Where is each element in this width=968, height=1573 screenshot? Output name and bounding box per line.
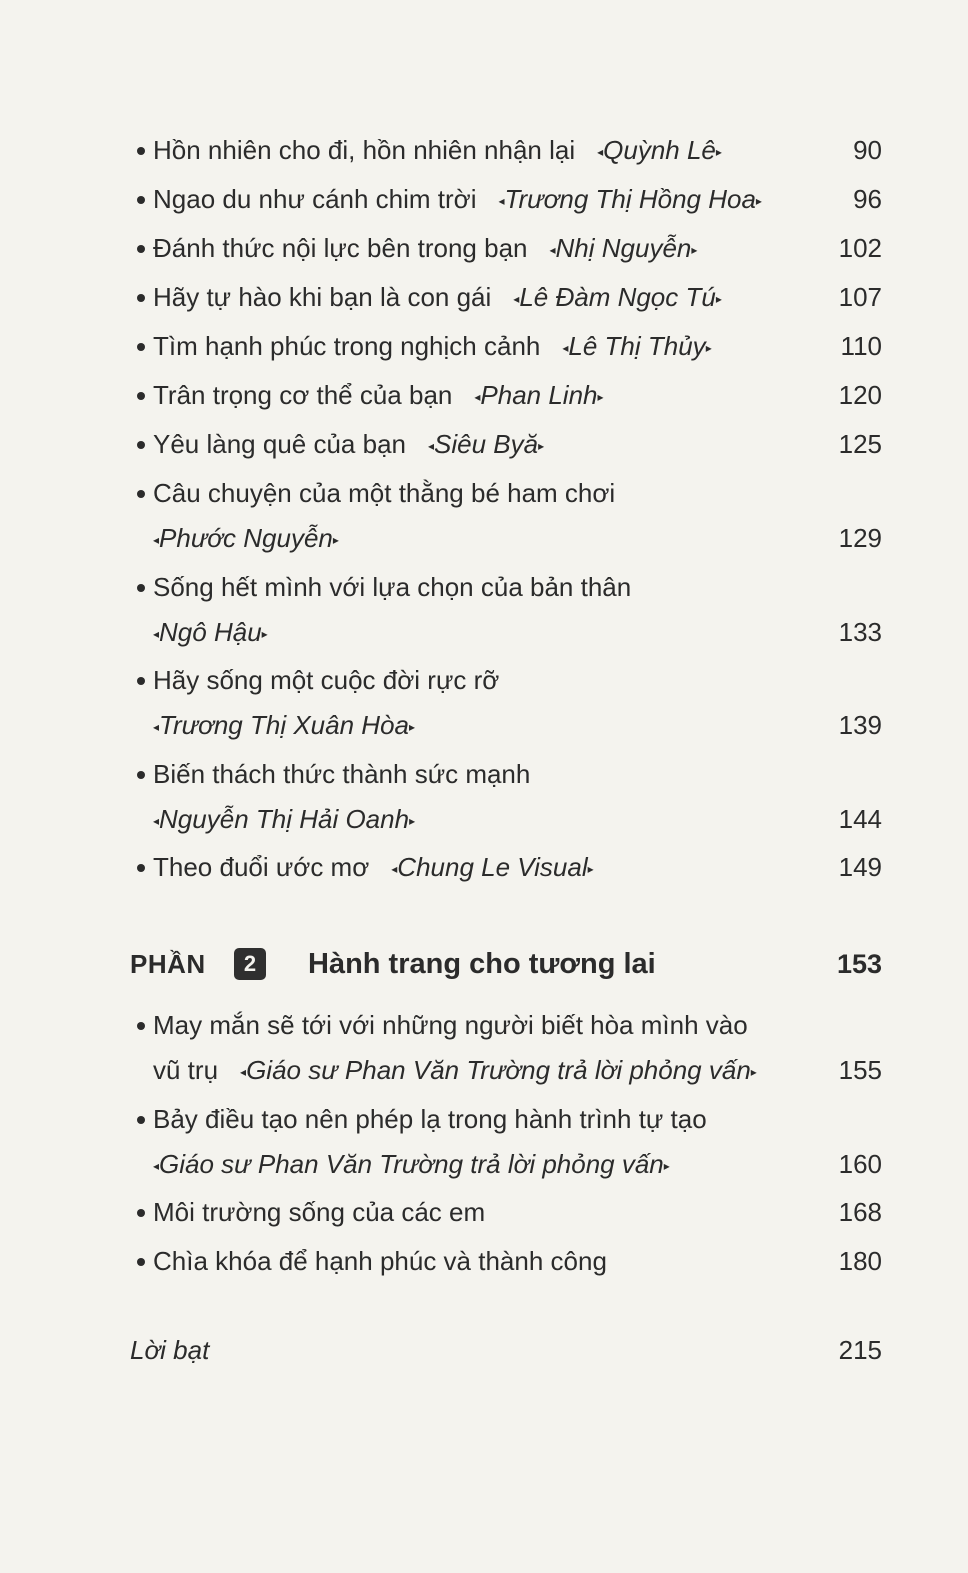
entry-page-number: 107 (838, 282, 882, 312)
entry-page-number: 155 (838, 1055, 882, 1085)
toc-entry-title-line (130, 475, 882, 511)
entry-page-number: 160 (838, 1149, 882, 1179)
entry-title: Sống hết mình với lựa chọn của bản thân (153, 572, 632, 602)
toc-entry (130, 1194, 882, 1230)
toc-entry-author-line (130, 801, 882, 837)
toc-entry-title-line (130, 569, 882, 605)
entry-page-number: 125 (838, 429, 882, 459)
toc-entry-title-line (130, 756, 882, 792)
entry-page-number: 90 (853, 135, 882, 165)
entry-title: Hồn nhiên cho đi, hồn nhiên nhận lại (153, 135, 576, 165)
entry-page-number: 180 (838, 1246, 882, 1276)
bullet (130, 377, 152, 413)
bullet (130, 1194, 152, 1230)
entry-author: ◂Phan Linh▸ (474, 380, 604, 410)
part-heading (130, 944, 882, 984)
bullet (130, 181, 152, 217)
entry-author: ◂Chung Le Visual▸ (391, 852, 594, 882)
entry-page-number: 110 (840, 331, 882, 361)
bullet (130, 756, 152, 792)
entry-author: ◂Trương Thị Hồng Hoa▸ (498, 184, 762, 214)
toc-entry (130, 1243, 882, 1279)
entry-title: Chìa khóa để hạnh phúc và thành công (153, 1246, 607, 1276)
entry-author: ◂Giáo sư Phan Văn Trường trả lời phỏng vấn▸ (153, 1149, 670, 1179)
entry-title: Yêu làng quê của bạn (153, 429, 406, 459)
bullet (130, 569, 152, 605)
bullet (130, 1007, 152, 1043)
toc-entry-title-line (130, 1007, 882, 1043)
entry-author: ◂Ngô Hậu▸ (153, 617, 268, 647)
entry-page-number: 144 (838, 804, 882, 834)
entry-title: May mắn sẽ tới với những người biết hòa mình vào (153, 1010, 748, 1040)
toc-entry (130, 426, 882, 462)
bullet (130, 426, 152, 462)
entry-page-number: 120 (838, 380, 882, 410)
entry-author: ◂Nguyễn Thị Hải Oanh▸ (153, 804, 416, 834)
entry-title: Theo đuổi ước mơ (153, 852, 370, 882)
toc-entry (130, 132, 882, 168)
entry-title: Biến thách thức thành sức mạnh (153, 759, 531, 789)
toc-entry (130, 230, 882, 266)
entry-author: ◂Nhị Nguyễn▸ (549, 233, 698, 263)
toc-entry (130, 849, 882, 885)
toc-entry-author-line (130, 614, 882, 650)
entry-title: Trân trọng cơ thể của bạn (153, 380, 453, 410)
bullet (130, 662, 152, 698)
part-label: PHẦN (130, 949, 206, 979)
entry-page-number: 133 (838, 617, 882, 647)
entry-page-number: 102 (838, 233, 882, 263)
toc-entry (130, 377, 882, 413)
toc-entry-title-line (130, 1101, 882, 1137)
entry-author: ◂Lê Đàm Ngọc Tú▸ (513, 282, 722, 312)
entry-title: Ngao du như cánh chim trời (153, 184, 477, 214)
entry-author: ◂Lê Thị Thủy▸ (562, 331, 712, 361)
afterword-label: Lời bạt (130, 1335, 210, 1365)
toc-entry (130, 279, 882, 315)
toc-entry-author-line (130, 520, 882, 556)
entry-page-number: 149 (838, 852, 882, 882)
bullet (130, 279, 152, 315)
entry-title: Môi trường sống của các em (153, 1197, 486, 1227)
entry-title: Hãy sống một cuộc đời rực rỡ (153, 665, 500, 695)
entry-author: ◂Trương Thị Xuân Hòa▸ (153, 710, 415, 740)
entry-title: Tìm hạnh phúc trong nghịch cảnh (153, 331, 541, 361)
entry-title: Đánh thức nội lực bên trong bạn (153, 233, 528, 263)
bullet (130, 475, 152, 511)
part-page-number: 153 (836, 949, 882, 979)
entry-author: ◂Quỳnh Lê▸ (597, 135, 722, 165)
afterword-entry (130, 1332, 882, 1368)
bullet (130, 230, 152, 266)
bullet (130, 328, 152, 364)
bullet (130, 132, 152, 168)
toc-entry (130, 328, 882, 364)
bullet (130, 849, 152, 885)
entry-page-number: 139 (838, 710, 882, 740)
entry-title: Bảy điều tạo nên phép lạ trong hành trình tự tạo (153, 1104, 707, 1134)
afterword-page-number: 215 (838, 1335, 882, 1365)
entry-page-number: 129 (838, 523, 882, 553)
entry-title-continued: vũ trụ (153, 1055, 219, 1085)
toc-entry-author-line (130, 1052, 882, 1088)
toc-entry (130, 181, 882, 217)
part-number-badge: 2 (234, 948, 266, 980)
entry-page-number: 96 (853, 184, 882, 214)
entry-author: ◂Giáo sư Phan Văn Trường trả lời phỏng vấn▸ (240, 1055, 757, 1085)
part-title: Hành trang cho tương lai (308, 948, 656, 980)
entry-page-number: 168 (838, 1197, 882, 1227)
toc-entry-author-line (130, 1146, 882, 1182)
bullet (130, 1101, 152, 1137)
toc-entry-title-line (130, 662, 882, 698)
entry-title: Câu chuyện của một thằng bé ham chơi (153, 478, 616, 508)
entry-author: ◂Siêu Byă▸ (428, 429, 545, 459)
entry-title: Hãy tự hào khi bạn là con gái (153, 282, 492, 312)
entry-author: ◂Phước Nguyễn▸ (153, 523, 339, 553)
toc-entry-author-line (130, 707, 882, 743)
bullet (130, 1243, 152, 1279)
